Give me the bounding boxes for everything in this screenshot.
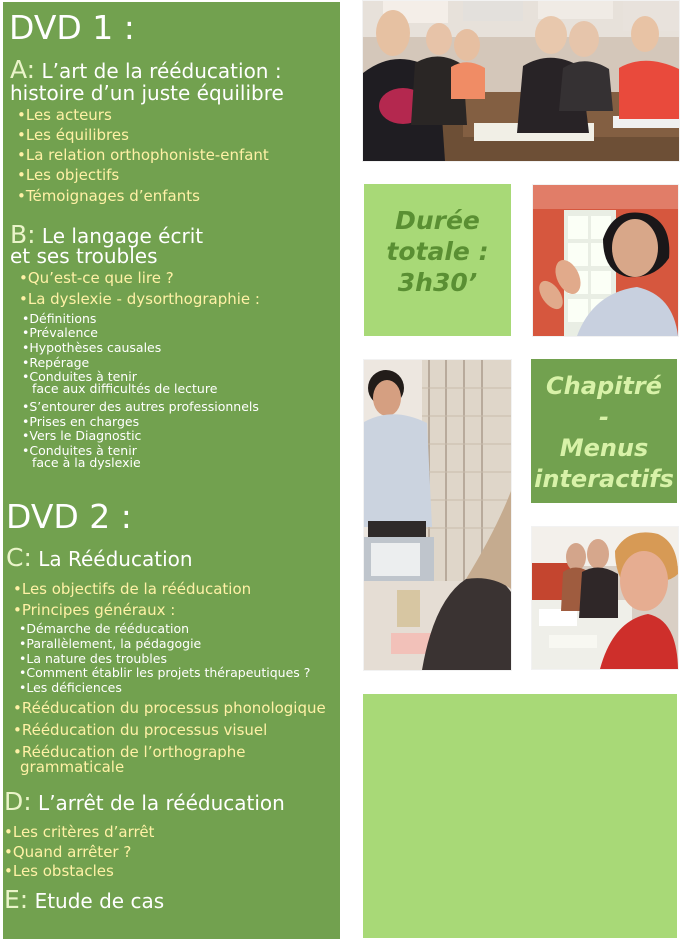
audience-photo xyxy=(531,526,679,670)
section-c-subitem: •Les déficiences xyxy=(19,680,122,695)
section-e-title: Etude de cas xyxy=(28,889,165,913)
section-b-subitem: •Conduites à tenir xyxy=(22,369,137,384)
section-c-title: La Rééducation xyxy=(31,547,193,571)
duration-line1: Durée xyxy=(395,206,480,235)
section-c-subitem: •Comment établir les projets thérapeutiques ? xyxy=(19,665,311,680)
duration-line3: 3h30’ xyxy=(397,268,478,297)
section-a-heading xyxy=(10,57,282,82)
section-c-subitem: •Parallèlement, la pédagogie xyxy=(19,636,202,651)
menus-line3: Menus xyxy=(559,434,649,462)
section-b-subitem-continued: face à la dyslexie xyxy=(32,455,141,470)
section-c-item: •Rééducation de l’orthographe xyxy=(13,743,246,761)
section-c-letter: C: xyxy=(6,543,32,572)
section-d-item: •Les critères d’arrêt xyxy=(4,823,155,841)
section-c-heading xyxy=(6,545,193,570)
dvd1-title: DVD 1 : xyxy=(9,8,135,47)
section-b-subitem: •Prises en charges xyxy=(22,414,140,429)
menus-line1: Chapitré xyxy=(546,372,662,400)
classroom-photo xyxy=(362,0,680,162)
section-a-letter: A: xyxy=(10,55,36,84)
section-b-subitem: •Définitions xyxy=(22,311,97,326)
section-b-subitem: •S’entourer des autres professionnels xyxy=(22,399,259,414)
section-b-subitem: •Hypothèses causales xyxy=(22,340,162,355)
section-b-subitem-continued: face aux difficultés de lecture xyxy=(32,381,218,396)
section-b-subitem: •Prévalence xyxy=(22,325,98,340)
section-b-subitem: •Conduites à tenir xyxy=(22,443,137,458)
speaker-photo xyxy=(532,184,679,337)
section-c-item: •Rééducation du processus visuel xyxy=(13,721,268,739)
menus-line2: - xyxy=(599,403,609,431)
section-d-item: •Les obstacles xyxy=(4,862,114,880)
section-a-line2: histoire d’un juste équilibre xyxy=(10,81,284,105)
section-b-letter: B: xyxy=(10,220,36,249)
section-a-item: •Témoignages d’enfants xyxy=(17,187,200,205)
section-d-letter: D: xyxy=(4,787,32,816)
dvd2-title: DVD 2 : xyxy=(6,497,132,536)
duration-label xyxy=(364,205,511,298)
blank-green-panel xyxy=(363,694,677,938)
section-d-item: •Quand arrêter ? xyxy=(4,843,132,861)
section-a-item: •Les équilibres xyxy=(17,126,129,144)
section-c-subitem: •Démarche de rééducation xyxy=(19,621,190,636)
section-c-item: •Les objectifs de la rééducation xyxy=(13,580,252,598)
interactive-menus-label xyxy=(531,371,677,495)
section-b-item: •Qu’est-ce que lire ? xyxy=(19,269,174,287)
section-a-item: •Les objectifs xyxy=(17,166,120,184)
section-e-heading xyxy=(4,887,164,912)
section-c-item: •Principes généraux : xyxy=(13,601,176,619)
section-b-line2: et ses troubles xyxy=(10,244,158,268)
presenter-photo xyxy=(363,359,512,671)
menus-line4: interactifs xyxy=(534,465,674,493)
section-c-item: •Rééducation du processus phonologique xyxy=(13,699,326,717)
section-b-subitem: •Vers le Diagnostic xyxy=(22,428,142,443)
section-c-item-continued: grammaticale xyxy=(20,758,125,776)
section-a-item: •Les acteurs xyxy=(17,106,112,124)
interactive-menus-box xyxy=(531,359,677,503)
duration-box xyxy=(364,184,511,336)
section-b-subitem: •Repérage xyxy=(22,355,90,370)
section-c-subitem: •La nature des troubles xyxy=(19,651,167,666)
duration-line2: totale : xyxy=(386,237,489,266)
section-a-line1: L’art de la rééducation : xyxy=(35,59,282,83)
section-d-heading xyxy=(4,789,285,814)
section-a-item: •La relation orthophoniste-enfant xyxy=(17,146,269,164)
section-b-item: •La dyslexie - dysorthographie : xyxy=(19,290,260,308)
section-e-letter: E: xyxy=(4,885,29,914)
section-d-title: L’arrêt de la rééducation xyxy=(31,791,285,815)
section-b-line1: Le langage écrit xyxy=(35,224,204,248)
